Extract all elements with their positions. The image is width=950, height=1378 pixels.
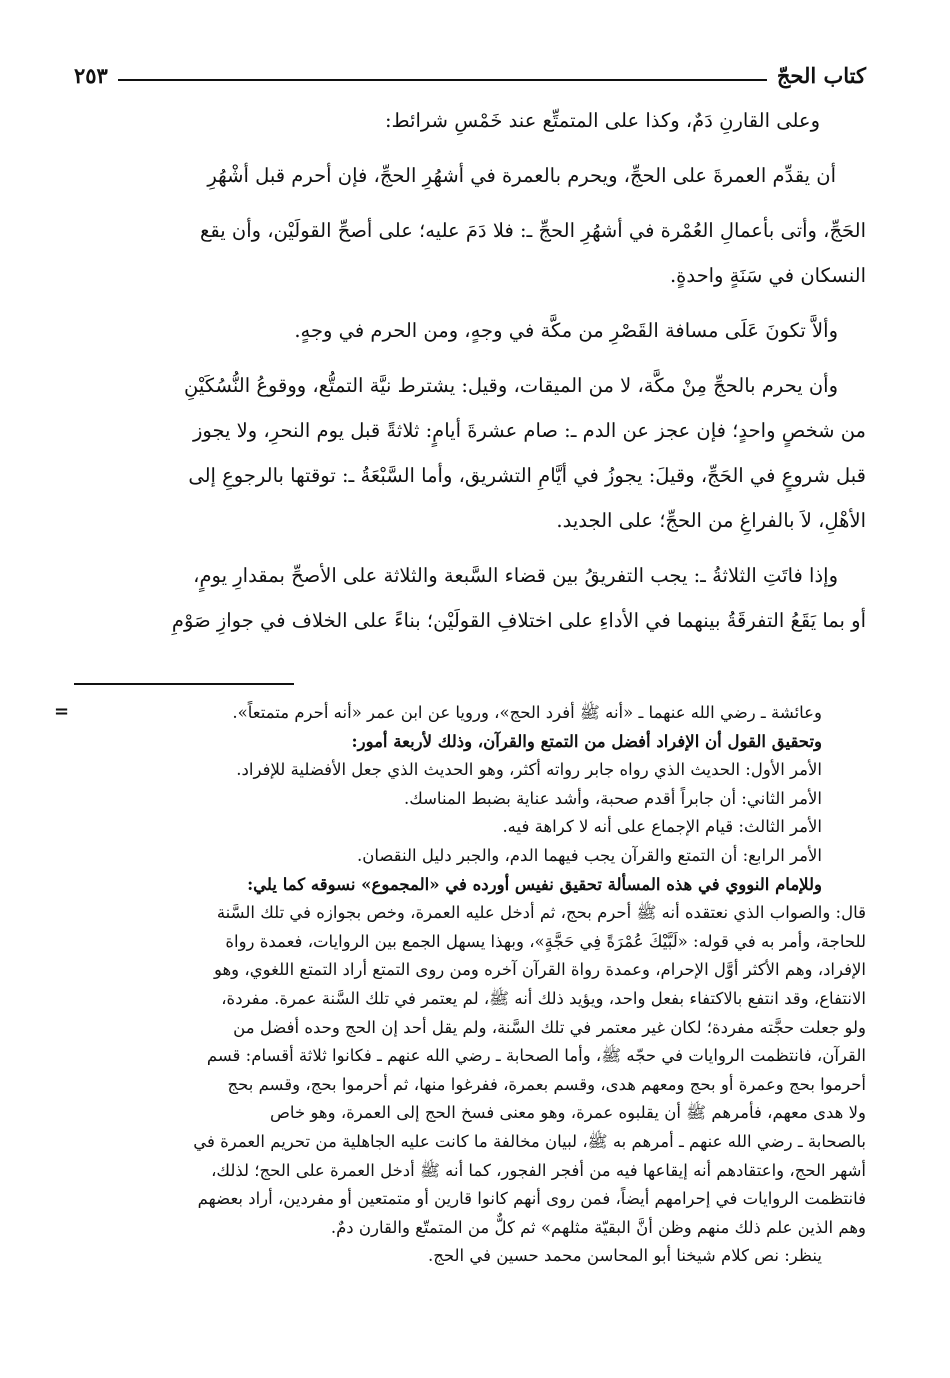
page-header: [74, 58, 866, 92]
footnote-line: فانتظمت الروايات في إحرامهم أيضاً، فمن روى أنهم كانوا قارين أو متمتعين أو مفردين، أراد بعضهم: [197, 1189, 866, 1209]
footnote-line: ولو جعلت حجَّته مفردة؛ لكان غير معتمر في تلك السَّنة، ولم يقل أحد إن الحج وحده أفضل من: [233, 1017, 866, 1037]
text-line: وأن يحرم بالحجِّ مِنْ مكَّة، لا من الميقات، وقيل: يشترط نيَّة التمتُّع، ووقوعُ النُّسُكَيْنِ: [183, 374, 838, 397]
header-rule: [118, 79, 767, 81]
text-line: قبل شروعٍ في الحَجِّ، وقيلَ: يجوزُ في أيَّامِ التشريق، وأما السَّبْعَةُ ـ: توقتها بالرجوعِ إلى: [188, 464, 866, 487]
footnote-line: أشهر الحج، واعتقادهم أنه إيقاعها فيه من أفجر الفجور، كما أنه ﷺ أدخل العمرة على الحج؛ لذلك،: [211, 1160, 866, 1180]
footnote-line: بالصحابة ـ رضي الله عنهم ـ أمرهم به ﷺ، لبيان مخالفة ما كانت عليه الجاهلية من تحريم العمرة في: [193, 1131, 866, 1151]
page-number: ٢٥٣: [74, 62, 108, 88]
footnote-line: الإفراد، وهم الأكثر أوَّل الإحرام، وعمدة رواة القرآن آخره ومن روى التمتع أراد التمتع اللغوي، وهو: [213, 960, 866, 980]
text-line: وألاَّ تكونَ عَلَى مسافة القَصْرِ من مكَّة في وجهٍ، ومن الحرم في وجهٍ.: [294, 319, 838, 342]
text-line: وإذا فاتَتِ الثلاثةُ ـ: يجب التفريقُ بين قضاء السَّبعة والثلاثة على الأصحِّ بمقدارِ يومٍ،: [193, 564, 838, 587]
footnote-line: وللإمام النووي في هذه المسألة تحقيق نفيس أورده في «المجموع» نسوقه كما يلي:: [247, 874, 822, 894]
footnote-line: الأمر الأول: الحديث الذي رواه جابر رواته أكثر، وهو الحديث الذي جعل الأفضلية للإفراد.: [236, 760, 822, 780]
text-line: أو بما يَقَعُ التفرقَةُ بينهما في الأداءِ على اختلافِ القولَيْن؛ بناءً على الخلاف في جوازِ صَوْمِ: [171, 609, 866, 632]
main-text: [74, 98, 866, 643]
footnote-continuation-mark: =: [54, 701, 70, 722]
footnote-line: للحاجة، وأمر به في قوله: «لَبَّيْكَ عُمْرَةً فِي حَجَّةٍ»، وبهذا يسهل الجمع بين الروايات، فعمدة رواة: [225, 931, 866, 951]
text-line: النسكان في سَنَةٍ واحدةٍ.: [669, 264, 866, 287]
footnote-line: قال: والصواب الذي نعتقده أنه ﷺ أحرم بحج، ثم أدخل عليه العمرة، وخص بجوازه في تلك السَّنة: [216, 903, 866, 923]
footnote-line: أحرموا بحج وعمرة أو بحج ومعهم هدى، وقسم بعمرة، ففرغوا منها، ثم أحرموا بحج، وقسم بحج: [227, 1074, 866, 1094]
footnote-line: ينظر: نص كلام شيخنا أبو المحاسن محمد حسين في الحج.: [427, 1246, 822, 1266]
running-title: كتاب الحجّ: [776, 62, 866, 88]
footnote-line: وهم الذين علم ذلك منهم وظن أنَّ البقيّة مثلهم» ثم كلٌّ من المتمتّع والقارن دمٌ.: [330, 1217, 866, 1237]
text-line: الأهْلِ، لاَ بالفراغِ من الحجِّ؛ على الجديد.: [556, 509, 866, 532]
text-line: الحَجِّ، وأتى بأعمالِ العُمْرة في أشهُرِ الحجِّ ـ: فلا دَمَ عليه؛ على أصحِّ القولَيْن، وأن يقع: [200, 219, 866, 242]
text-line: أن يقدِّم العمرةَ على الحجِّ، ويحرم بالعمرة في أشهُرِ الحجِّ، فإن أحرم قبل أشْهُرِ: [207, 164, 836, 187]
footnote-line: الأمر الثاني: أن جابراً أقدم صحبة، وأشد عناية بضبط المناسك.: [403, 788, 822, 808]
text-line: من شخصٍ واحدٍ؛ فإن عجز عن الدم ـ: صام عشرةَ أيامٍ: ثلاثةً قبل يوم النحرِ، ولا يجوز: [192, 419, 866, 442]
footnote-line: الانتفاع، وقد انتفع بالاكتفاء بفعل واحد، ويؤيد ذلك أنه ﷺ، لم يعتمر في تلك السَّنة عمرة. مفردة،: [221, 988, 866, 1008]
footnote-separator: [74, 683, 294, 685]
footnote-line: الأمر الرابع: أن التمتع والقرآن يجب فيهما الدم، والجبر دليل النقصان.: [356, 845, 822, 865]
footnote-line: وتحقيق القول أن الإفراد أفضل من التمتع والقرآن، وذلك لأربعة أمور:: [351, 731, 822, 751]
footnote-line: الأمر الثالث: قيام الإجماع على أنه لا كراهة فيه.: [502, 817, 822, 837]
text-line: وعلى القارنِ دَمٌ، وكذا على المتمتِّع عند خَمْسِ شرائط:: [384, 109, 820, 132]
footnote-line: وعائشة ـ رضي الله عنهما ـ «أنه ﷺ أفرد الحج»، ورويا عن ابن عمر «أنه أحرم متمتعاً».: [232, 703, 822, 722]
footnote-line: القرآن، فانتظمت الروايات في حجّه ﷺ، وأما الصحابة ـ رضي الله عنهم ـ فكانوا ثلاثة أقسام: قسم: [206, 1046, 866, 1066]
footnotes: [54, 699, 866, 1271]
footnote-line: ولا هدى معهم، فأمرهم ﷺ أن يقلبوه عمرة، وهو معنى فسخ الحج إلى العمرة، وهو خاص: [269, 1103, 866, 1123]
